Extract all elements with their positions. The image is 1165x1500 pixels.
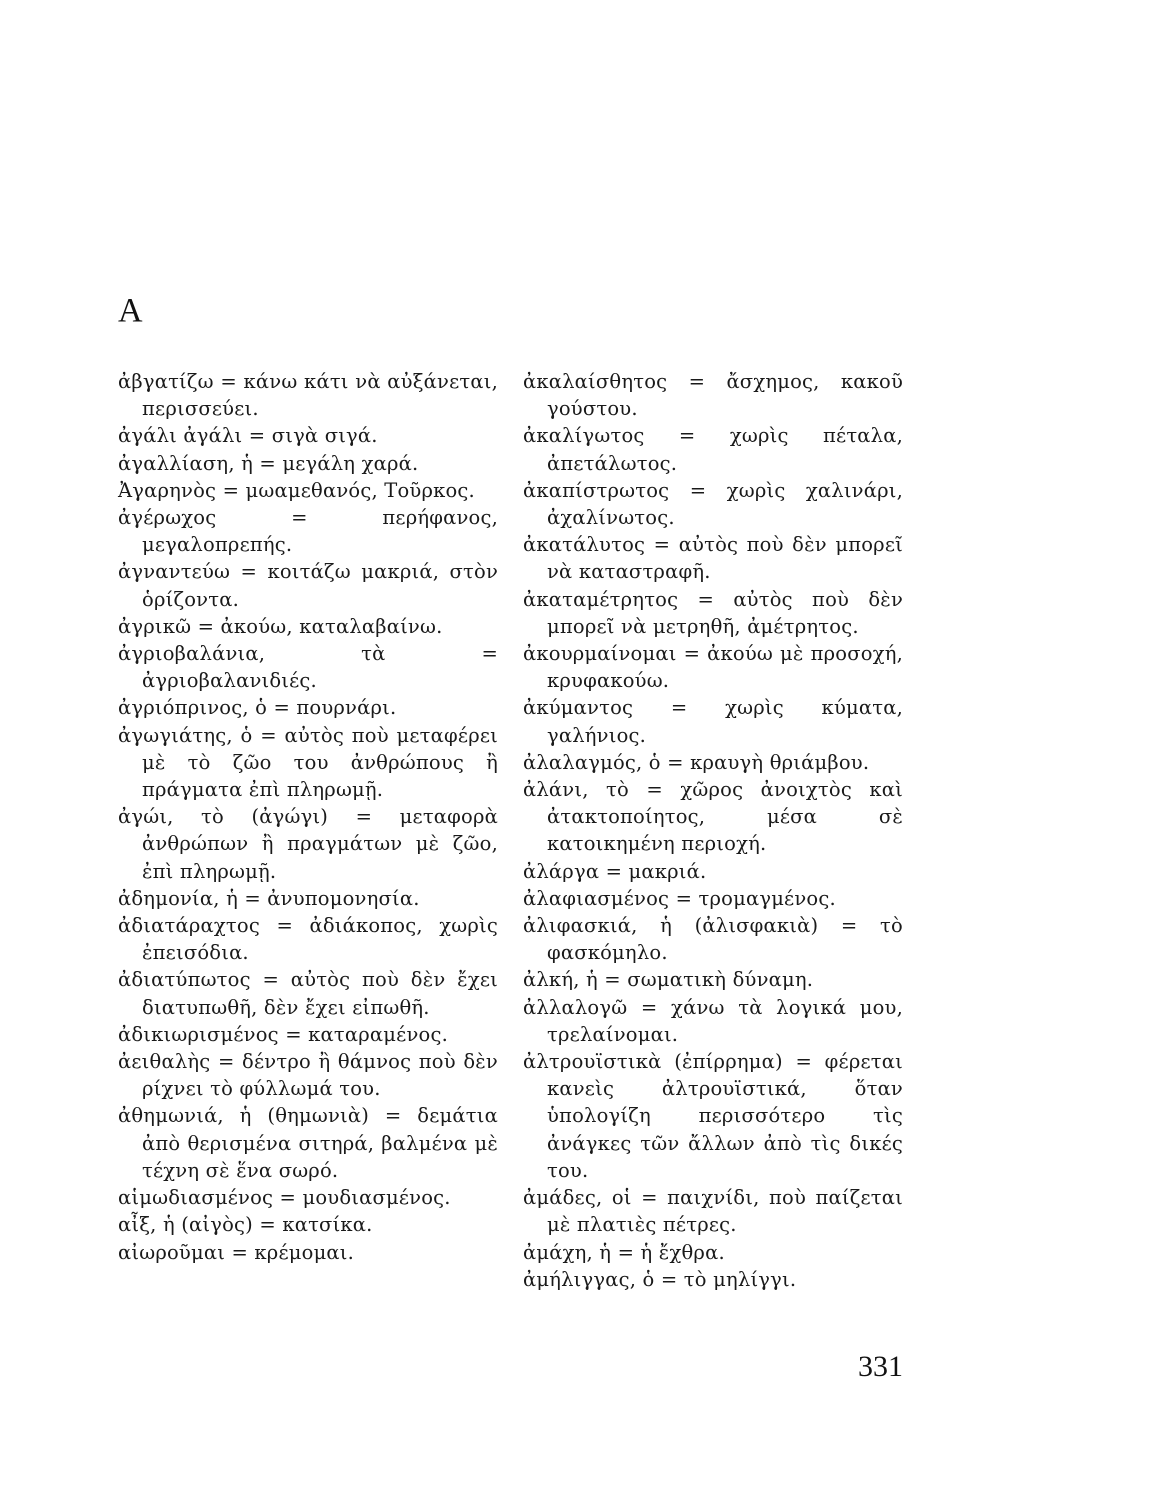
dictionary-entry: αἱμωδιασμένος = μουδιασμένος.	[118, 1186, 451, 1210]
dictionary-entry: ἀγάλι ἀγάλι = σιγὰ σιγά.	[118, 424, 378, 448]
dictionary-entry: ἀλιφασκιά, ἡ (ἀλισφακιὰ) = τὸ φασκόμηλο.	[523, 914, 903, 965]
dictionary-entry: ἀμάχη, ἡ = ἡ ἔχθρα.	[523, 1240, 725, 1264]
dictionary-entry: ἀκουρμαίνομαι = ἀκούω μὲ προσοχή, κρυφακούω.	[523, 642, 903, 693]
dictionary-entry: ἀδιατύπωτος = αὐτὸς ποὺ δὲν ἔχει διατυπωθῆ, δὲν ἔχει εἰπωθῆ.	[118, 968, 498, 1019]
dictionary-entry: ἀειθαλὴς = δέντρο ἢ θάμνος ποὺ δὲν ρίχνει τὸ φύλλωμά του.	[118, 1050, 498, 1101]
dictionary-entry: ἀγαλλίαση, ἡ = μεγάλη χαρά.	[118, 451, 419, 475]
dictionary-entry: αἰωροῦμαι = κρέμομαι.	[118, 1240, 355, 1264]
dictionary-entry: ἀλλαλογῶ = χάνω τὰ λογικά μου, τρελαίνομαι.	[523, 995, 903, 1046]
dictionary-entry: ἀδικιωρισμένος = καταραμένος.	[118, 1022, 448, 1046]
dictionary-entry: ἀγναντεύω = κοιτάζω μακριά, στὸν ὁρίζοντα.	[118, 560, 498, 611]
dictionary-entry: ἀκαταμέτρητος = αὐτὸς ποὺ δὲν μπορεῖ νὰ μετρηθῆ, ἀμέτρητος.	[523, 587, 903, 638]
dictionary-entry: ἀγριοβαλάνια, τὰ = ἀγριοβαλανιδιές.	[118, 642, 498, 693]
dictionary-entry: ἀκατάλυτος = αὐτὸς ποὺ δὲν μπορεῖ νὰ καταστραφῆ.	[523, 533, 903, 584]
section-letter: Α	[118, 292, 143, 329]
dictionary-entry: ἀγριόπρινος, ὁ = πουρνάρι.	[118, 696, 397, 720]
dictionary-entry: αἶξ, ἡ (αἰγὸς) = κατσίκα.	[118, 1213, 373, 1237]
dictionary-entry: ἀδημονία, ἡ = ἀνυπομονησία.	[118, 886, 420, 910]
right-column	[523, 368, 903, 1293]
dictionary-entry: ἀκαπίστρωτος = χωρὶς χαλινάρι, ἀχαλίνωτος.	[523, 478, 903, 530]
dictionary-entry: ἀγρικῶ = ἀκούω, καταλαβαίνω.	[118, 614, 443, 638]
dictionary-entry: ἀγέρωχος = περήφανος, μεγαλοπρεπής.	[118, 506, 498, 557]
dictionary-entry: ἀλτρουϊστικὰ (ἐπίρρημα) = φέρεται κανεὶς ἀλτρουϊστικά, ὅταν ὑπολογίζη περισσότερο τὶς ἀνάγκες τῶν ἄλλων ἀπὸ τὶς δικές του.	[523, 1050, 903, 1182]
left-column	[118, 368, 498, 1266]
dictionary-entry: ἀλάργα = μακριά.	[523, 859, 707, 883]
dictionary-entry: ἀμάδες, οἱ = παιχνίδι, ποὺ παίζεται μὲ πλατιὲς πέτρες.	[523, 1186, 903, 1237]
dictionary-entry: ἀβγατίζω = κάνω κάτι νὰ αὐξάνεται, περισσεύει.	[118, 370, 498, 421]
dictionary-entry: ἀλάνι, τὸ = χῶρος ἀνοιχτὸς καὶ ἀτακτοποίητος, μέσα σὲ κατοικημένη περιοχή.	[523, 778, 903, 856]
dictionary-entry: ἀμήλιγγας, ὁ = τὸ μηλίγγι.	[523, 1267, 797, 1291]
dictionary-entry: ἀκύμαντος = χωρὶς κύματα, γαλήνιος.	[523, 696, 903, 747]
dictionary-entry: ἀλαλαγμός, ὁ = κραυγὴ θριάμβου.	[523, 750, 870, 774]
dictionary-entry: ἀλκή, ἡ = σωματικὴ δύναμη.	[523, 968, 814, 992]
dictionary-entry: Ἀγαρηνὸς = μωαμεθανός, Τοῦρκος.	[118, 478, 475, 502]
dictionary-entry: ἀκαλαίσθητος = ἄσχημος, κακοῦ γούστου.	[523, 370, 903, 421]
dictionary-entry: ἀλαφιασμένος = τρομαγμένος.	[523, 886, 836, 910]
dictionary-entry: ἀγωγιάτης, ὁ = αὐτὸς ποὺ μεταφέρει μὲ τὸ ζῶο του ἀνθρώπους ἢ πράγματα ἐπὶ πληρωμῇ.	[118, 723, 498, 802]
page-number: 331	[858, 1350, 903, 1383]
dictionary-entry: ἀγώι, τὸ (ἀγώγι) = μεταφορὰ ἀνθρώπων ἢ πραγμάτων μὲ ζῶο, ἐπὶ πληρωμῇ.	[118, 805, 498, 883]
dictionary-entry: ἀθημωνιά, ἡ (θημωνιὰ) = δεμάτια ἀπὸ θερισμένα σιτηρά, βαλμένα μὲ τέχνη σὲ ἕνα σωρό.	[118, 1104, 498, 1182]
dictionary-entry: ἀκαλίγωτος = χωρὶς πέταλα, ἀπετάλωτος.	[523, 424, 903, 475]
dictionary-entry: ἀδιατάραχτος = ἀδιάκοπος, χωρὶς ἐπεισόδια.	[118, 914, 498, 965]
